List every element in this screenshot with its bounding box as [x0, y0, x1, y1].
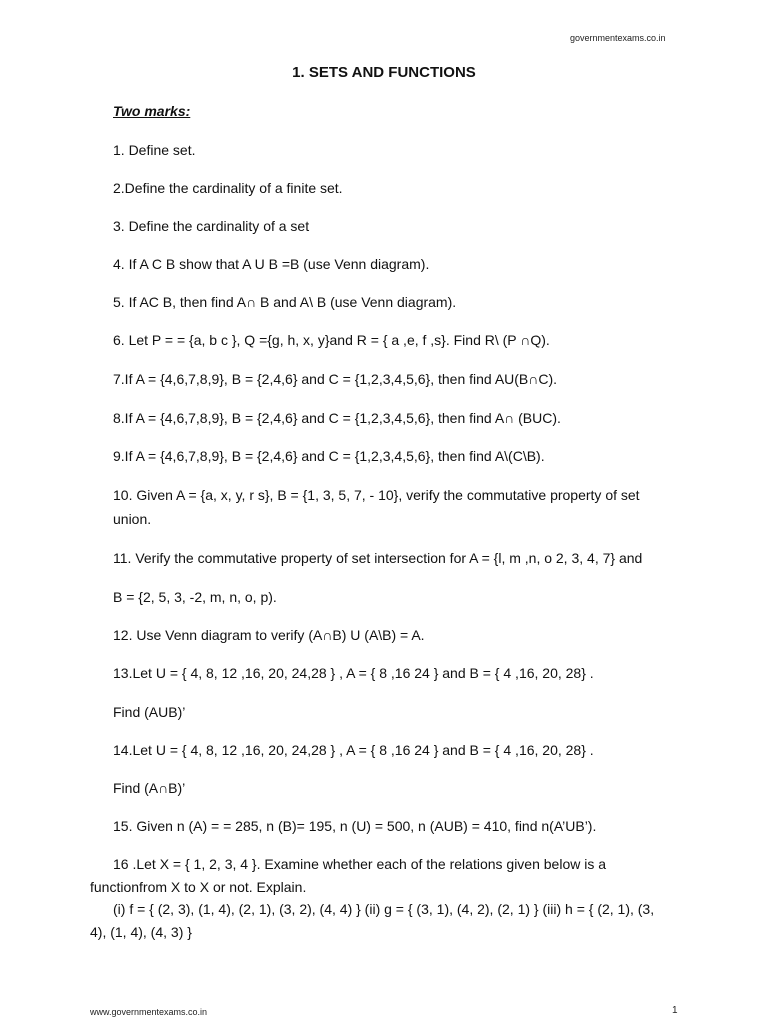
question-13: 13.Let U = { 4, 8, 12 ,16, 20, 24,28 } , A = { 8 ,16 24 } and B = { 4 ,16, 20, 28} .: [113, 665, 594, 681]
header-site: governmentexams.co.in: [570, 33, 666, 43]
question-4: 4. If A C B show that A U B =B (use Venn diagram).: [113, 256, 430, 272]
question-7: 7.If A = {4,6,7,8,9}, B = {2,4,6} and C = {1,2,3,4,5,6}, then find AU(B∩C).: [113, 371, 557, 387]
question-6: 6. Let P = = {a, b c }, Q ={g, h, x, y}and R = { a ,e, f ,s}. Find R\ (P ∩Q).: [113, 332, 550, 348]
page-number: 1: [672, 1005, 678, 1016]
question-1: 1. Define set.: [113, 142, 196, 158]
question-10: 10. Given A = {a, x, y, r s}, B = {1, 3, 5, 7, - 10}, verify the commutative property of set: [113, 487, 640, 503]
page-title: 1. SETS AND FUNCTIONS: [292, 64, 476, 81]
question-11: 11. Verify the commutative property of set intersection for A = {l, m ,n, o 2, 3, 4, 7} and: [113, 550, 643, 566]
question-14: 14.Let U = { 4, 8, 12 ,16, 20, 24,28 } , A = { 8 ,16 24 } and B = { 4 ,16, 20, 28} .: [113, 742, 594, 758]
question-10-cont: union.: [113, 511, 152, 527]
question-3: 3. Define the cardinality of a set: [113, 218, 310, 234]
question-16-relations-cont: 4), (1, 4), (4, 3) }: [90, 924, 192, 940]
question-15: 15. Given n (A) = = 285, n (B)= 195, n (U) = 500, n (AUB) = 410, find n(A’UB’).: [113, 818, 597, 834]
question-5: 5. If AC B, then find A∩ B and A\ B (use Venn diagram).: [113, 294, 457, 310]
question-16: 16 .Let X = { 1, 2, 3, 4 }. Examine whether each of the relations given below is a: [113, 856, 607, 872]
question-2: 2.Define the cardinality of a finite set.: [113, 180, 343, 196]
question-14-cont: Find (A∩B)’: [113, 780, 186, 796]
question-16-relations: (i) f = { (2, 3), (1, 4), (2, 1), (3, 2), (4, 4) } (ii) g = { (3, 1), (4, 2), (2, 1) } (iii) h = { (2, 1), (3,: [113, 901, 655, 917]
question-12: 12. Use Venn diagram to verify (A∩B) U (A\B) = A.: [113, 627, 425, 643]
question-8: 8.If A = {4,6,7,8,9}, B = {2,4,6} and C = {1,2,3,4,5,6}, then find A∩ (BUC).: [113, 410, 561, 426]
footer-site[interactable]: www.governmentexams.co.in: [90, 1007, 208, 1017]
question-11-cont: B = {2, 5, 3, -2, m, n, o, p).: [113, 589, 277, 605]
question-16-cont: functionfrom X to X or not. Explain.: [90, 879, 307, 895]
question-9: 9.If A = {4,6,7,8,9}, B = {2,4,6} and C = {1,2,3,4,5,6}, then find A\(C\B).: [113, 448, 545, 464]
question-13-cont: Find (AUB)’: [113, 704, 186, 720]
subheading: Two marks:: [113, 103, 191, 119]
